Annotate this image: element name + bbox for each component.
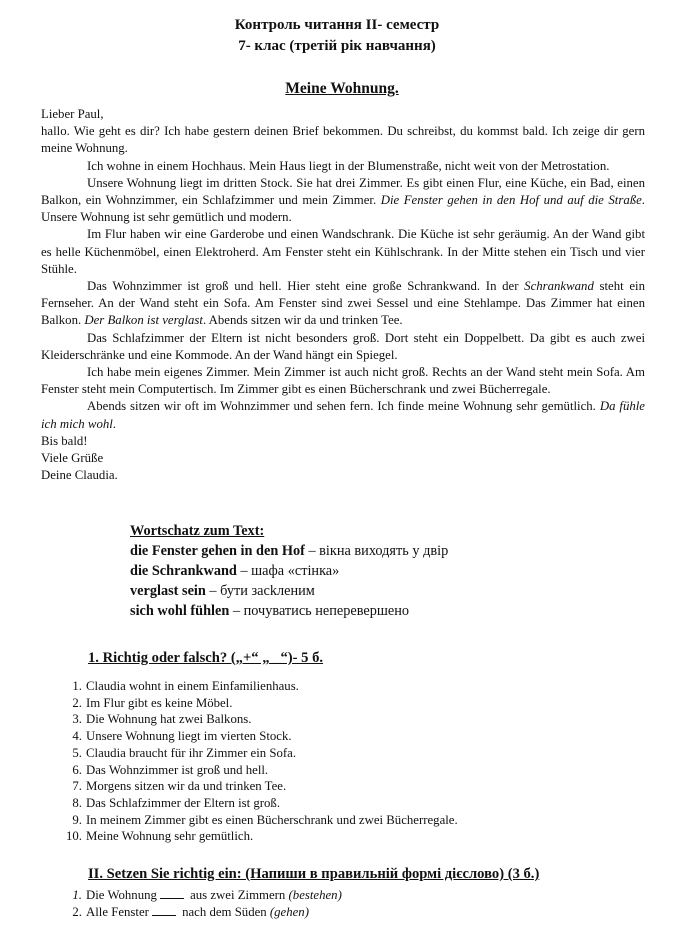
vocabulary-item xyxy=(130,601,448,621)
text-span: Das Wohnzimmer ist groß und hell. Hier steht eine große Schrankwand. In der xyxy=(87,279,525,294)
list-item xyxy=(66,695,458,712)
item-text: Morgens sitzen wir da und trinken Tee. xyxy=(86,779,287,794)
item-number: 2. xyxy=(72,695,82,710)
italic-phrase: Der Balkon ist verglast xyxy=(84,313,203,328)
item-text: Unsere Wohnung liegt im vierten Stock. xyxy=(86,729,292,744)
letter-paragraph: hallo. Wie geht es dir? Ich habe gestern deinen Brief bekommen. Du schreibst, du kommst bald. Ich zeige dir gern meine Wohnung. xyxy=(41,124,645,156)
list-item xyxy=(66,812,458,829)
vocabulary-item xyxy=(130,581,448,601)
vocab-german: verglast sein xyxy=(130,583,206,599)
vocab-translation: – вікна виходять у двір xyxy=(304,543,449,559)
italic-phrase: Schrankwand xyxy=(524,279,594,294)
item-text: Alle Fenster xyxy=(86,904,149,919)
list-item xyxy=(66,887,342,904)
answer-blank[interactable] xyxy=(152,905,176,916)
list-item xyxy=(66,728,458,745)
vocab-translation: – бути засkленим xyxy=(205,583,315,599)
item-number: 1. xyxy=(72,888,82,902)
item-text: aus zwei Zimmern xyxy=(186,888,289,902)
list-item xyxy=(66,745,458,762)
item-text: Die Wohnung hat zwei Balkons. xyxy=(86,712,252,727)
list-item xyxy=(66,828,458,845)
item-number: 7. xyxy=(72,779,82,794)
item-text: Claudia wohnt in einem Einfamilienhaus. xyxy=(86,679,299,693)
vocab-translation: – почуватись неперевершено xyxy=(229,603,410,619)
italic-phrase: Da fühle ich mich wohl xyxy=(41,399,645,431)
list-item xyxy=(66,778,458,795)
task2-heading: ІІ. Setzen Sie richtig ein: (Напиши в правильній формі дієслово) (3 б.) xyxy=(88,866,540,882)
item-text: Das Schlafzimmer der Eltern ist groß. xyxy=(86,795,281,810)
letter-closing: Bis bald! xyxy=(41,433,88,448)
answer-blank[interactable] xyxy=(160,888,184,899)
vocabulary-box xyxy=(130,521,448,621)
vocabulary-item xyxy=(130,561,448,581)
list-item xyxy=(66,678,458,695)
item-text: Das Wohnzimmer ist groß und hell. xyxy=(86,762,269,777)
vocabulary-heading: Wortschatz zum Text: xyxy=(130,523,265,539)
vocab-german: die Fenster gehen in den Hof xyxy=(130,543,305,559)
item-number: 3. xyxy=(72,712,82,727)
letter-paragraph xyxy=(41,278,645,330)
text-span: . xyxy=(112,416,116,431)
header-line-1: Контроль читання ІІ- семестр xyxy=(234,17,440,33)
item-number: 10. xyxy=(66,829,82,844)
text-title: Meine Wohnung. xyxy=(285,80,399,97)
task1-list xyxy=(66,678,458,845)
item-number: 2. xyxy=(72,904,82,919)
list-item xyxy=(66,904,342,921)
item-number: 8. xyxy=(72,795,82,810)
item-text: Meine Wohnung sehr gemütlich. xyxy=(86,829,254,844)
text-span: steht ein Fernseher. An der Wand steht ein Sofa. Am Fenster sind zwei Sessel und eine Stehlampe. Das Zimmer hat einen Balkon. xyxy=(41,279,646,328)
vocabulary-item xyxy=(130,541,448,561)
letter-paragraph xyxy=(41,175,645,227)
text-span: . Abends sitzen wir da und trinken Tee. xyxy=(202,313,403,328)
letter-paragraph: Das Schlafzimmer der Eltern ist nicht besonders groß. Dort steht ein Doppelbett. Da gibt es auch zwei Kleiderschränke und eine Kommode. An der Wand hängt ein Spiegel. xyxy=(41,330,645,362)
vocab-german: die Schrankwand xyxy=(130,563,237,579)
vocab-german: sich wohl fühlen xyxy=(130,603,230,619)
item-text: nach dem Süden xyxy=(178,904,270,919)
list-item xyxy=(66,762,458,779)
letter-paragraph xyxy=(41,398,645,432)
item-number: 6. xyxy=(72,762,82,777)
list-item xyxy=(66,795,458,812)
item-number: 9. xyxy=(72,812,82,827)
item-text: In meinem Zimmer gibt es einen Bücherschrank und zwei Bücherregale. xyxy=(86,812,458,827)
header-line-2: 7- клас (третій рік навчання) xyxy=(238,38,436,54)
letter-closing: Viele Grüße xyxy=(41,451,104,466)
task1-heading: 1. Richtig oder falsch? („+“ „ _“)- 5 б. xyxy=(88,650,324,666)
item-number: 1. xyxy=(72,679,82,693)
vocab-translation: – шафа «стінка» xyxy=(236,563,340,579)
item-text: Im Flur gibt es keine Möbel. xyxy=(86,695,233,710)
item-text: Die Wohnung xyxy=(86,888,157,902)
text-span: . Unsere Wohnung ist sehr gemütlich und modern. xyxy=(41,193,645,225)
letter-paragraph: Ich habe mein eigenes Zimmer. Mein Zimmer ist auch nicht groß. Rechts an der Wand steht mein Sofa. Am Fenster steht mein Computertisch. Im Zimmer gibt es einen Bücherschrank und zwei Bücherregale. xyxy=(41,365,645,397)
item-text: Claudia braucht für ihr Zimmer ein Sofa. xyxy=(86,745,297,760)
text-span: Unsere Wohnung liegt im dritten Stock. Sie hat drei Zimmer. Es gibt einen Flur, eine Küche, ein Bad, einen Balkon, ein Wohnzimmer, ein Schlafzimmer und mein Zimmer. xyxy=(41,175,645,208)
letter-text xyxy=(41,106,645,484)
verb-hint: (gehen) xyxy=(269,904,309,919)
italic-phrase: Die Fenster gehen in den Hof und auf die Straße xyxy=(380,193,642,208)
verb-hint: (bestehen) xyxy=(288,888,342,902)
letter-paragraph: Im Flur haben wir eine Garderobe und einen Wandschrank. Die Küche ist sehr geräumig. An der Wand gibt es helle Küchenmöbel, einen Elektroherd. Am Fenster steht ein Kühlschrank. In der Mitte stehen ein Tisch und vier Stühle. xyxy=(41,227,645,276)
list-item xyxy=(66,711,458,728)
task2-list xyxy=(66,887,342,920)
letter-paragraph: Ich wohne in einem Hochhaus. Mein Haus liegt in der Blumenstraße, nicht weit von der Metrostation. xyxy=(87,158,610,173)
text-span: Abends sitzen wir oft im Wohnzimmer und sehen fern. Ich finde meine Wohnung sehr gemütlich. xyxy=(87,399,600,414)
letter-signature: Deine Claudia. xyxy=(41,468,118,483)
item-number: 5. xyxy=(72,745,82,760)
letter-greeting: Lieber Paul, xyxy=(41,107,104,121)
item-number: 4. xyxy=(72,729,82,744)
